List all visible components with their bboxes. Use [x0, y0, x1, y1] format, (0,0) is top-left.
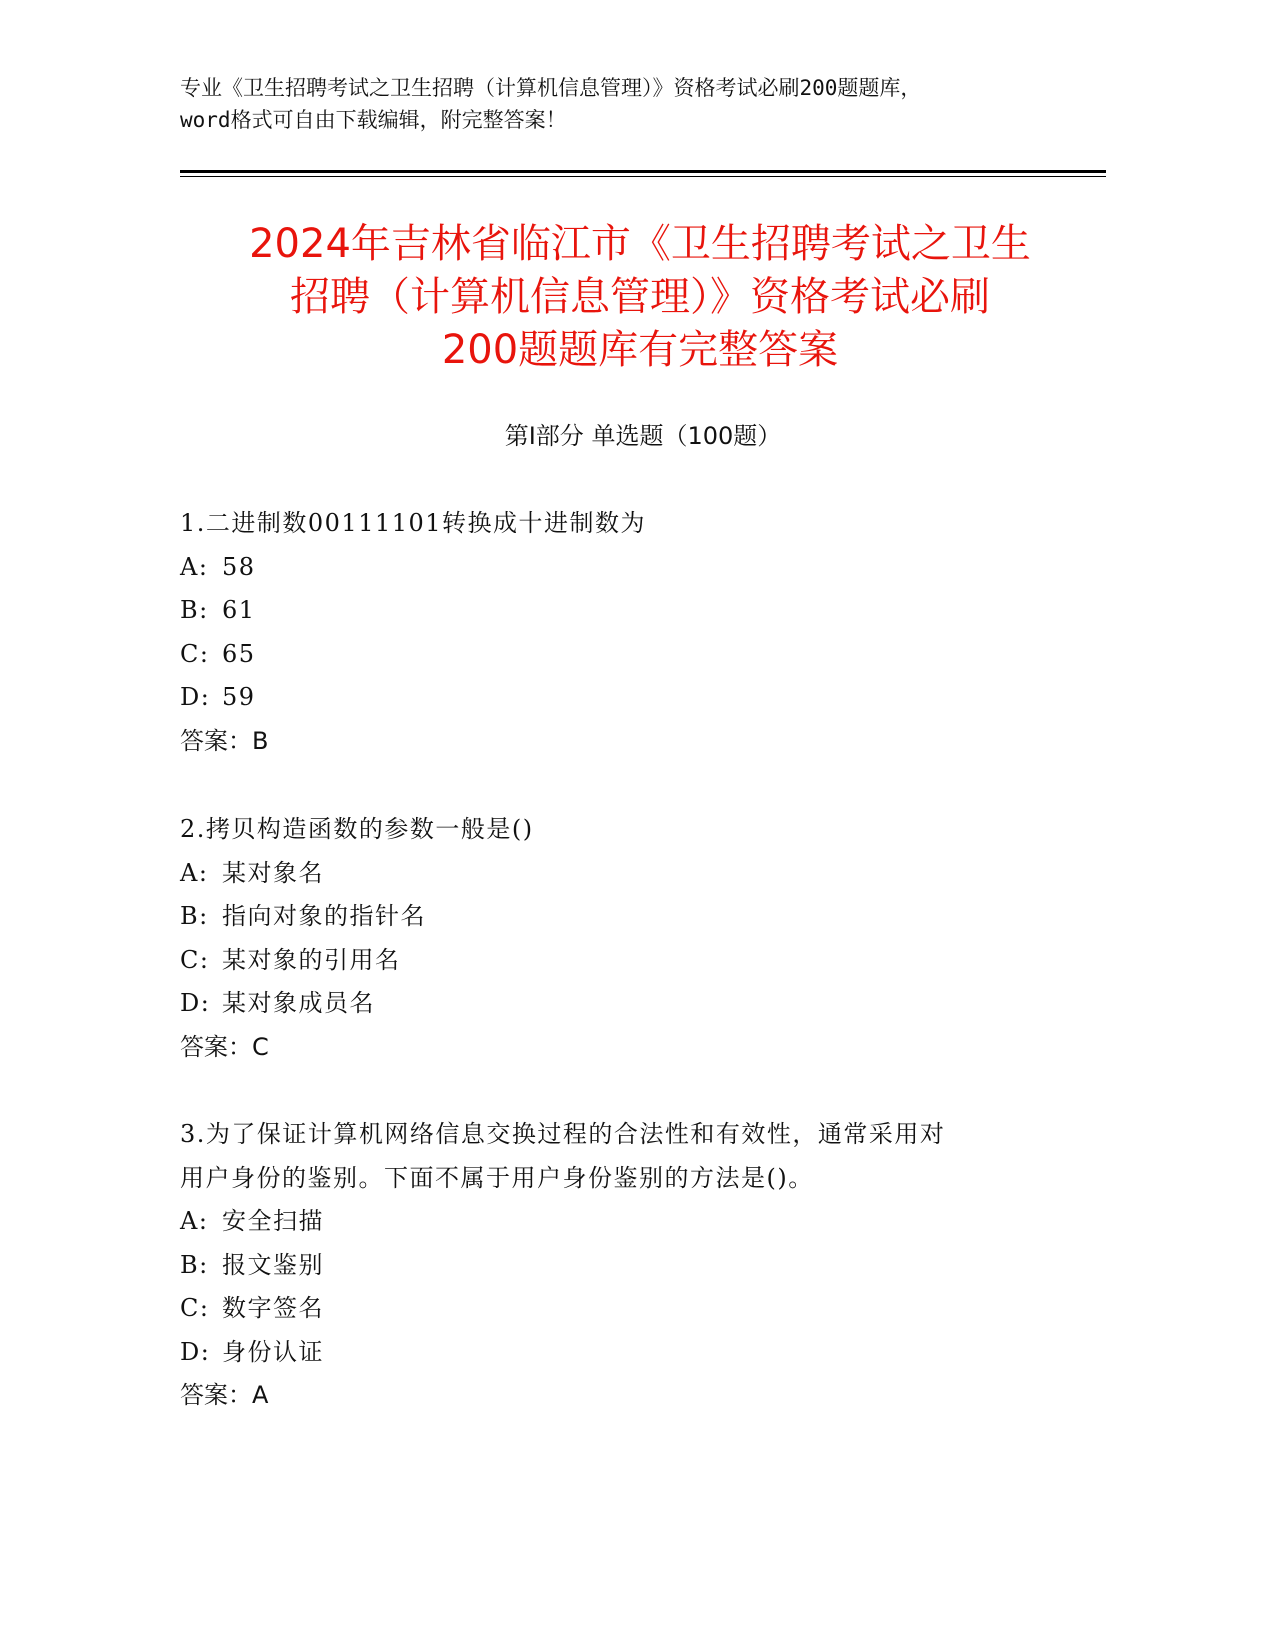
question-3	[180, 1113, 1080, 1418]
option-text: 65	[222, 639, 256, 668]
answer: 答案：A	[180, 1381, 269, 1409]
option-text: 59	[222, 683, 256, 711]
option-text: 报文鉴别	[222, 1250, 324, 1279]
section-heading: 第Ⅰ部分 单选题（100题）	[504, 422, 782, 450]
question-2	[180, 808, 1080, 1069]
option-letter: B:	[180, 902, 209, 930]
header-divider-thin	[180, 176, 1106, 177]
option-letter: A:	[180, 858, 209, 887]
header-divider-thick	[180, 170, 1106, 173]
question-1	[180, 502, 1080, 763]
header-note-line-1: 专业《卫生招聘考试之卫生招聘（计算机信息管理）》资格考试必刷200题题库，	[180, 76, 922, 100]
question-stem-line-2: 用户身份的鉴别。下面不属于用户身份鉴别的方法是()。	[180, 1163, 814, 1192]
option-a	[180, 1200, 1080, 1244]
document-title	[140, 218, 1140, 377]
option-b	[180, 895, 1080, 939]
option-d	[180, 982, 1080, 1026]
title-line-3: 200题题库有完整答案	[441, 327, 839, 373]
option-text: 61	[222, 596, 256, 624]
option-text: 指向对象的指针名	[222, 902, 426, 930]
option-c	[180, 939, 1080, 983]
option-text: 某对象成员名	[222, 989, 375, 1017]
option-a	[180, 852, 1080, 896]
option-letter: D:	[180, 989, 211, 1017]
option-text: 安全扫描	[222, 1207, 324, 1235]
option-letter: A:	[180, 1207, 209, 1235]
option-c	[180, 633, 1080, 677]
option-d	[180, 676, 1080, 720]
question-stem-line-1: 3.为了保证计算机网络信息交换过程的合法性和有效性，通常采用对	[180, 1120, 946, 1148]
option-letter: C:	[180, 1294, 210, 1322]
answer: 答案：C	[180, 1032, 269, 1061]
question-stem: 2.拷贝构造函数的参数一般是()	[180, 815, 534, 843]
option-letter: D:	[180, 1337, 211, 1366]
option-letter: A:	[180, 552, 209, 581]
option-d	[180, 1331, 1080, 1375]
title-line-1: 2024年吉林省临江市《卫生招聘考试之卫生	[249, 221, 1031, 267]
option-text: 某对象的引用名	[222, 945, 401, 974]
header-note-line-2: word格式可自由下载编辑，附完整答案！	[180, 108, 567, 132]
option-letter: D:	[180, 683, 211, 711]
answer: 答案：B	[180, 726, 269, 755]
option-letter: C:	[180, 639, 210, 668]
option-c	[180, 1287, 1080, 1331]
header-note	[180, 72, 1080, 136]
option-b	[180, 589, 1080, 633]
option-letter: B:	[180, 1250, 209, 1279]
option-letter: B:	[180, 596, 209, 624]
question-stem: 1.二进制数00111101转换成十进制数为	[180, 509, 647, 537]
option-text: 身份认证	[222, 1337, 324, 1366]
option-text: 数字签名	[222, 1294, 324, 1322]
option-a	[180, 546, 1080, 590]
option-text: 某对象名	[222, 858, 324, 887]
title-line-2: 招聘（计算机信息管理）》资格考试必刷	[290, 274, 990, 320]
option-letter: C:	[180, 945, 210, 974]
option-text: 58	[222, 552, 256, 581]
option-b	[180, 1244, 1080, 1288]
